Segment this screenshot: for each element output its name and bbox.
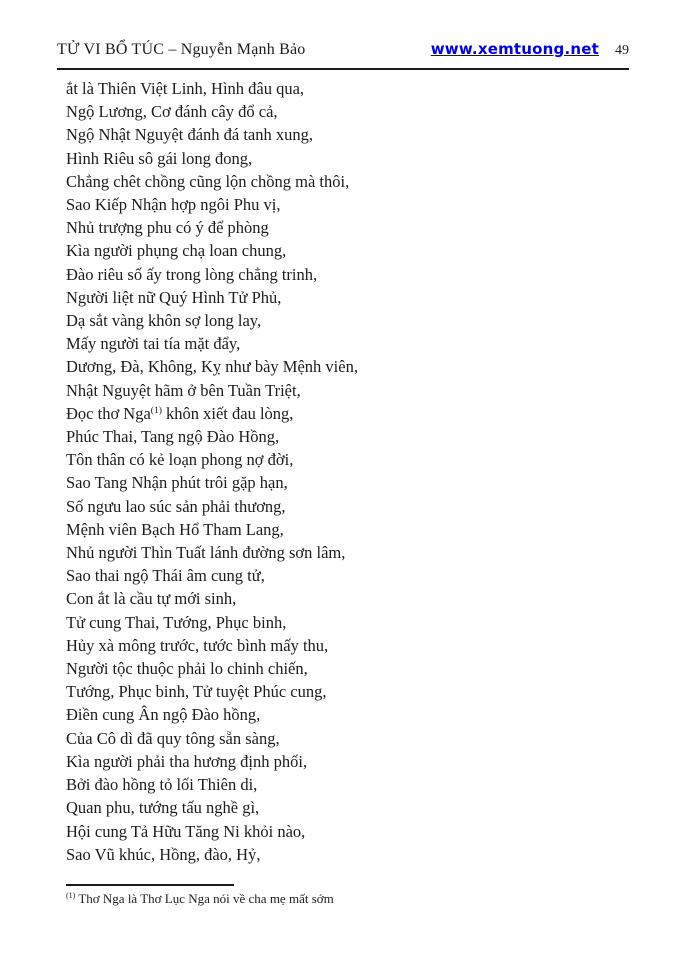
poem-line: Đọc thơ Nga$^{(1)}$ khôn xiết đau lòng, — [66, 403, 294, 423]
poem-line: Điền cung Ân ngộ Đào hồng, — [66, 705, 261, 725]
header-right — [431, 40, 629, 59]
poem-line: Mệnh viên Bạch Hổ Tham Lang, — [66, 519, 284, 539]
poem-line: Tử cung Thai, Tướng, Phục binh, — [66, 612, 287, 632]
poem-line: Ngộ Lương, Cơ đánh cây đổ cả, — [66, 102, 278, 122]
poem-line: Tôn thân có kẻ loạn phong nợ đời, — [66, 450, 294, 470]
poem-line: Người tộc thuộc phải lo chinh chiến, — [66, 659, 308, 679]
poem-line: Bởi đào hồng tỏ lối Thiên di, — [66, 775, 258, 795]
poem-line: Đào riêu số ấy trong lòng chẳng trinh, — [66, 264, 318, 284]
poem-line: Sao Tang Nhận phút trôi gặp hạn, — [66, 473, 288, 493]
page-header — [57, 40, 629, 59]
poem-line: Con ắt là cầu tự mới sinh, — [66, 589, 237, 609]
header-divider — [57, 68, 629, 70]
poem-line: Số ngưu lao súc sản phải thương, — [66, 496, 286, 516]
page-number: 49 — [615, 43, 629, 58]
footnote-marker: (1) — [66, 890, 76, 900]
poem-line: Kìa người phụng chạ loan chung, — [66, 241, 287, 261]
footnote-divider — [66, 884, 234, 886]
poem-line: Hình Riêu sô gái long đong, — [66, 148, 253, 168]
poem-line: Sao thai ngộ Thái âm cung tử, — [66, 566, 265, 586]
website-link[interactable]: www.xemtuong.net — [430, 40, 599, 58]
poem-line: Của Cô dì đã quy tông sẵn sàng, — [66, 728, 280, 748]
poem-line: Người liệt nữ Quý Hình Tử Phủ, — [66, 287, 282, 307]
footnote-body: Thơ Nga là Thơ Lục Nga nói về cha mẹ mất sớm — [75, 890, 334, 906]
poem-line: Nhủ trượng phu có ý để phòng — [66, 218, 269, 238]
poem-line: Chẳng chêt chồng cũng lộn chồng mà thôi, — [66, 171, 350, 191]
poem — [66, 77, 629, 866]
poem-line: Sao Vũ khúc, Hồng, đào, Hỷ, — [66, 844, 261, 864]
poem-line: Kìa người phải tha hương định phối, — [66, 751, 308, 771]
poem-line: Nhật Nguyệt hãm ở bên Tuần Triệt, — [66, 380, 301, 400]
poem-line: Dương, Đà, Không, Kỵ như bày Mệnh viên, — [66, 357, 358, 377]
poem-line: Sao Kiếp Nhận hợp ngôi Phu vị, — [66, 195, 281, 215]
footnote — [66, 884, 629, 907]
book-title: TỬ VI BỔ TÚC – Nguyễn Mạnh Bảo — [57, 41, 306, 58]
footnote-text — [66, 891, 629, 907]
poem-line: Hội cung Tả Hữu Tăng Ni khỏi nào, — [66, 821, 306, 841]
poem-line: Quan phu, tướng tấu nghề gì, — [66, 798, 260, 818]
poem-line: ắt là Thiên Việt Linh, Hình đâu qua, — [66, 79, 305, 98]
poem-line: Mấy người tai tía mặt đẩy, — [66, 334, 241, 354]
poem-line: Phúc Thai, Tang ngộ Đào Hồng, — [66, 427, 280, 447]
poem-line: Dạ sắt vàng khôn sợ long lay, — [66, 311, 262, 331]
poem-line: Hủy xà mông trước, tước bình mấy thu, — [66, 635, 329, 655]
poem-line: Nhủ người Thìn Tuất lánh đường sơn lâm, — [66, 543, 346, 563]
poem-line: Ngộ Nhật Nguyệt đánh đá tanh xung, — [66, 125, 313, 145]
footnote-reference: (1) — [150, 405, 162, 416]
poem-line: Tướng, Phục binh, Tử tuyệt Phúc cung, — [66, 682, 327, 702]
